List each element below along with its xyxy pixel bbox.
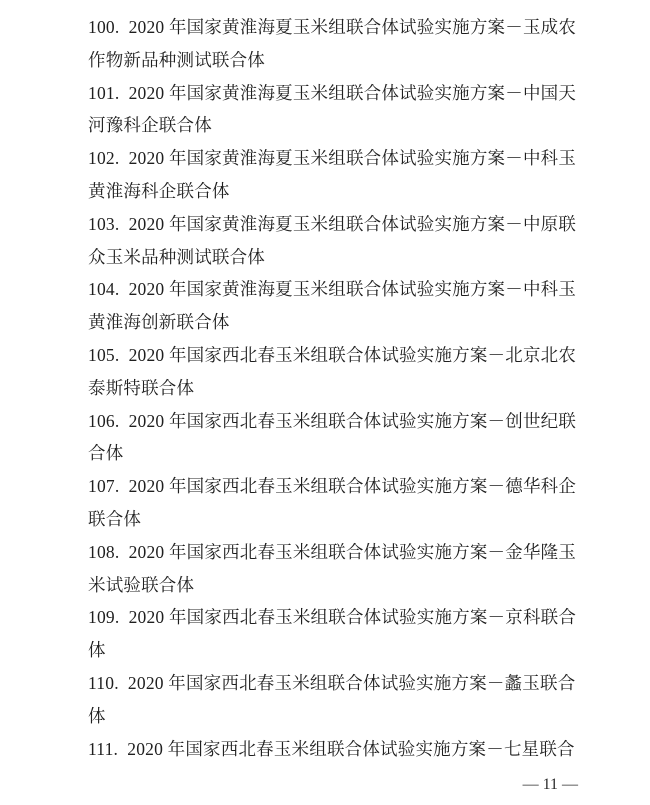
plan-list xyxy=(88,11,588,765)
plan-entry-line: 107. 2020 年国家西北春玉米组联合体试验实施方案－德华科企 xyxy=(88,476,577,497)
plan-entry-line: 106. 2020 年国家西北春玉米组联合体试验实施方案－创世纪联 xyxy=(88,410,577,431)
plan-entry-line: 合体 xyxy=(88,443,124,464)
plan-entry-line: 100. 2020 年国家黄淮海夏玉米组联合体试验实施方案－玉成农 xyxy=(88,17,577,37)
plan-entry-line: 104. 2020 年国家黄淮海夏玉米组联合体试验实施方案－中科玉 xyxy=(88,279,577,300)
plan-entry-line: 体 xyxy=(88,705,106,726)
plan-entry-line: 米试验联合体 xyxy=(88,574,195,595)
plan-entry-line: 泰斯特联合体 xyxy=(88,377,195,398)
plan-entry-line: 众玉米品种测试联合体 xyxy=(88,246,265,267)
plan-entry-line: 110. 2020 年国家西北春玉米组联合体试验实施方案－蠡玉联合 xyxy=(88,672,576,693)
plan-entry-line: 黄淮海科企联合体 xyxy=(88,180,230,201)
plan-entry-line: 103. 2020 年国家黄淮海夏玉米组联合体试验实施方案－中原联 xyxy=(88,213,577,234)
plan-entry-line: 108. 2020 年国家西北春玉米组联合体试验实施方案－金华隆玉 xyxy=(88,541,577,562)
plan-entry-line: 109. 2020 年国家西北春玉米组联合体试验实施方案－京科联合 xyxy=(88,607,577,628)
plan-entry-line: 105. 2020 年国家西北春玉米组联合体试验实施方案－北京北农 xyxy=(88,344,577,365)
plan-entry-line: 体 xyxy=(88,640,106,661)
plan-entry-line: 111. 2020 年国家西北春玉米组联合体试验实施方案－七星联合 xyxy=(88,738,575,759)
plan-entry-line: 102. 2020 年国家黄淮海夏玉米组联合体试验实施方案－中科玉 xyxy=(88,148,577,169)
plan-entry-line: 101. 2020 年国家黄淮海夏玉米组联合体试验实施方案－中国天 xyxy=(88,82,577,103)
plan-entry-line: 河豫科企联合体 xyxy=(88,115,212,136)
plan-entry-line: 联合体 xyxy=(88,508,142,529)
plan-entry-line: 作物新品种测试联合体 xyxy=(88,49,265,70)
page-number: — 11 — xyxy=(522,776,578,793)
plan-entry-line: 黄淮海创新联合体 xyxy=(88,312,230,333)
